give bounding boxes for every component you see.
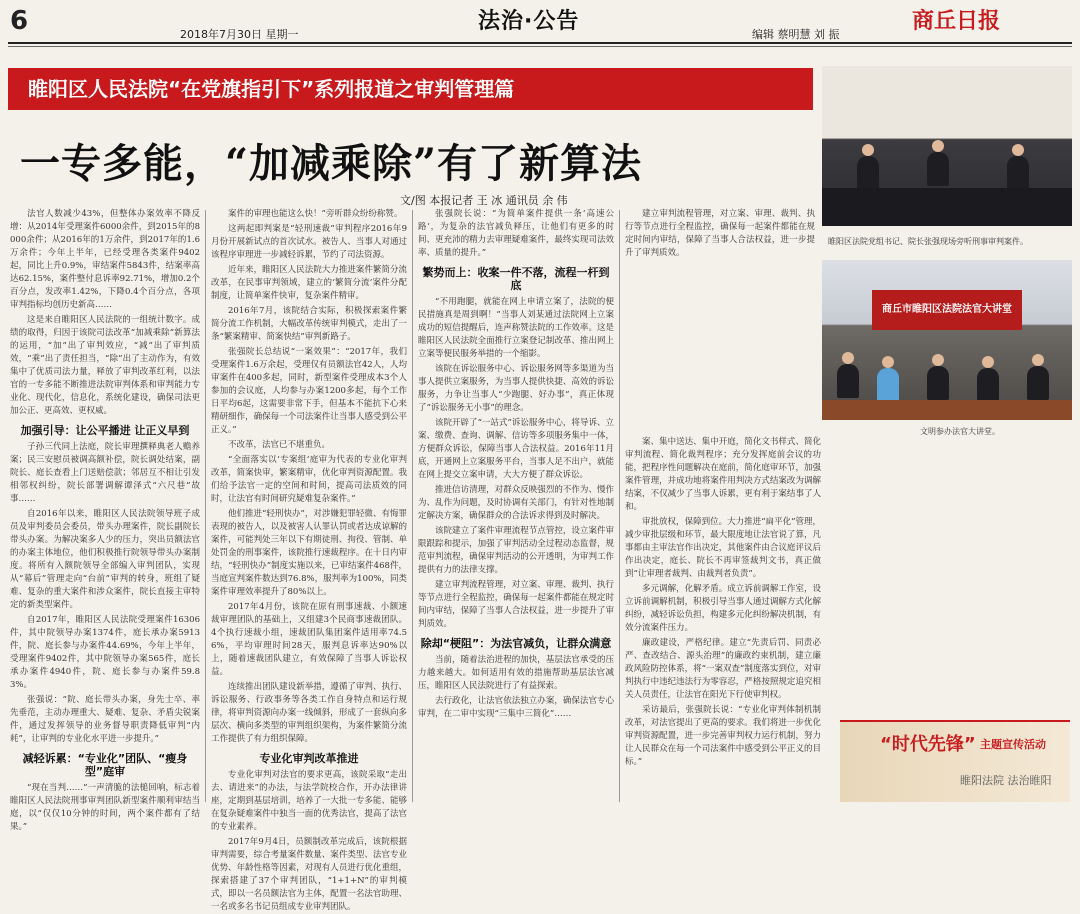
column-divider	[205, 210, 206, 802]
paragraph: “全面落实以‘专案组’庭审为代表的专业化审判改革，简案快审，繁案精审，优化审判资源配置。我们给予法官一定的空间和时间，提高司法质效的同时，让法官有时间研究疑难复杂案件。”	[211, 455, 407, 504]
editors-credit: 编辑 蔡明慧 刘 振	[752, 28, 840, 41]
paragraph: 法官人数减少43%，但整体办案效率不降反增：从2014年受理案件6000余件，到2015年的8000余件；从2016年的1万余件，到2017年的1.6万余件；今年上半年，已经受理各类案件9402起，同比上升0.9%，审结案件5843件，结案率高达62.15%，案件整付息诉率92.71%，增加0.2个百分点，发改率1.42%，下降0.4个百分点，各项审判指标均创历史新高……	[10, 209, 200, 310]
paragraph: 审批放权，保障到位。大力推进“扁平化”管理，减少审批层级和环节，最大限度地让法官说了算，凡事都由主审法官作出决定，其他案件由合议庭评议后作出决定，庭长、院长不再审签裁判文书，真正做到“让审理者裁判、由裁判者负责”。	[625, 517, 821, 579]
header-rule-thin	[8, 46, 1072, 47]
paragraph: 建立审判流程管理，对立案、审理、裁判、执行等节点进行全程监控，确保每一起案件都能在规定时间内审结，保障了当事人合法权益，进一步提升了审判质效。	[418, 580, 614, 629]
subheading: 减轻诉累：“专业化”团队、“瘦身型”庭审	[22, 752, 188, 778]
article-byline: 文/图 本报记者 王 冰 通讯员 余 伟	[400, 194, 568, 207]
promo-title: “时代先锋”	[880, 734, 976, 755]
paragraph: 他们推进“轻刑快办”，对涉嫌犯罪轻微、有悔罪表现的被告人，以及被害人认罪认罚或者达成谅解的案件，可能判处三年以下有期徒刑、拘役、管制、单处罚金的刑事案件，该院推行速裁程序。在十日内审结，“轻刑快办”制度实施以来，已审结案件468件，当庭宣判案件数达到76.8%，服判率为100%，同类案件审理效率提升了80%以上。	[211, 509, 407, 597]
paragraph: 案件的审理也能这么快！”旁听群众纷纷称赞。	[228, 209, 403, 219]
paragraph: 当前，随着法治进程的加快，基层法官承受的压力越来越大。如何适用有效的措施帮助基层法官减压，睢阳区人民法院进行了有益探索。	[418, 655, 614, 691]
paragraph: 建立审判流程管理，对立案、审理、裁判、执行等节点进行全程监控，确保每一起案件都能在规定时间内审结，保障了当事人合法权益，进一步提升了审判质效。	[625, 209, 815, 258]
paragraph: 该院建立了案件审理流程节点管控，设立案件审限跟踪和提示，加强了审判活动全过程动态监督，规范审判流程，确保审判活动的公开透明，为审判工作提供有力的法律支撑。	[418, 526, 614, 575]
paragraph: 连续推出团队建设新举措，遵循了审判、执行、诉讼服务、行政事务等各类工作自身特点和运行规律，将审判资源向办案一线倾斜，形成了一套纵向多层次、横向多类型的审判组织架构，为案件繁简分流工作提供了有力组织保障。	[211, 682, 407, 744]
paragraph: 不改革，法官已不堪重负。	[228, 440, 331, 450]
paragraph: 采访最后，张强院长说：“专业化审判体制机制改革，对法官提出了更高的要求。我们将进一步优化审判资源配置，进一步完善审判权力运行机制，努力让人民群众在每一个司法案件中感受到公平正义的目标。”	[625, 705, 821, 767]
subheading: 专业化审判改革推进	[259, 752, 359, 765]
article-headline: 一专多能，“加减乘除”有了新算法	[20, 140, 643, 187]
series-banner: 睢阳区人民法院“在党旗指引下”系列报道之审判管理篇	[8, 68, 813, 110]
paragraph: 近年来，睢阳区人民法院大力推进案件繁简分流改革，在民事审判领域，建立的‘繁简分流’案件分配制度，让简单案件快审，复杂案件精审。	[211, 265, 407, 301]
article-column-4	[625, 436, 821, 804]
article-column-1	[10, 208, 200, 832]
paragraph: 这两起即判案是“轻刑速裁”审判程序2016年9月份开展新试点的首次试水。被告人、当事人对通过该程序审理进一步减轻诉累，节约了司法资源。	[211, 224, 407, 260]
article-column-3	[418, 208, 614, 804]
paragraph: 2017年4月份，该院在原有刑事速裁、小额速裁审理团队的基础上，又组建3个民商事速裁团队。4个执行速裁小组，速裁团队集团案件适用率74.56%，平均审理时间28天，服判息诉率达90%以上，随着速裁团队建立，有效保障了当事人诉讼权益。	[211, 602, 407, 677]
paragraph: 廉政建设，严格纪律。建立“先责后罚、同责必严、查改结合、源头治理”的廉政约束机制，建立廉政风险防控体系，将“一案双查”制度落实到位，对审判执行中违纪违法行为零容忍，严格按照规定追究相关人员责任，让法官在阳光下行使审判权。	[625, 638, 821, 700]
paragraph: 推进信访清理，对群众反映强烈的不作为、慢作为、乱作为问题，及时协调有关部门，有针对性地制定解决方案，确保群众的合法诉求得到及时解决。	[418, 485, 614, 521]
article-column-2	[211, 208, 407, 912]
subheading: 加强引导：让公平播进 让正义早到	[20, 424, 190, 437]
header-rule	[8, 42, 1072, 44]
paragraph: 2017年9月4日，员额制改革完成后，该院根据审判需要，综合考量案件数量、案件类型、法官专业优势、年龄性格等因素，对现有人员进行优化重组，探索搭建了37个审判团队，“1+1+N”的审判模式，即以一名员额法官为主体，配置一名法官助理、一名或多名书记员组成专业审判团队。	[211, 837, 407, 912]
watermark-brand: 睢阳法院 法治睢阳	[960, 774, 1052, 787]
photo-caption: 文明参办法官大讲堂。	[920, 427, 1000, 436]
newspaper-masthead: 商丘日报	[912, 9, 1001, 34]
paragraph: 张强院长说：“为简单案件提供一条‘高速公路’，为复杂的法官减负释压，让他们有更多的时间、更充沛的精力去审理疑难案件，最终实现司法效率、质量的提升。”	[418, 209, 614, 258]
paragraph: 张强说：“院、庭长带头办案，身先士卒、率先垂范，主动办理重大、疑难、复杂、矛盾尖锐案件，通过发挥领导的业务督导职责降低审判“内耗”，让审判的专业化水平进一步提升。”	[10, 695, 200, 744]
column-divider	[619, 210, 620, 802]
article-column-4-top	[625, 208, 815, 428]
page-number: 6	[10, 6, 29, 36]
section-title: 法治·公告	[478, 9, 580, 34]
lecture-photo	[822, 260, 1072, 420]
paragraph: 自2016年以来，睢阳区人民法院领导班子成员及审判委员会委员，带头办理案件，院长副院长带头办案。为解决案多人少的压力，突出员额法官的办案主体地位，他们积极推行院领导带头办案制度。将所有入额院领导全部编入审判团队，实现从“幕后”管理走向“台前”审判的转身，班组了疑难、复杂的重大案件和涉众案件，院长直接主审特定的新类型案件。	[10, 509, 200, 610]
subheading: 除却“梗阻”：为法官减负，让群众满意	[420, 637, 612, 650]
paragraph: 子孙三代同上法庭，院长审理撰释典老人赡养案；民三安慰员被调高额补偿，院长调处结案，副院长、庭长查看上门送赔偿款；邻居互不相让引发相邻权纠纷，院长部署调解谭泽式“六尺巷”故事……	[10, 442, 200, 504]
lecture-banner: 商丘市睢阳区法院法官大讲堂	[872, 290, 1022, 330]
paragraph: 自2017年，睢阳区人民法院受理案件16306件，其中院领导办案1374件，庭长承办案5913件，院、庭长参与办案件44.69%，今年上半年，受理案件9402件，其中院领导办案565件，庭长承办案件4940件，院、庭长参与办案件59.83%。	[10, 615, 200, 690]
column-divider	[412, 210, 413, 802]
promo-subtitle: 主题宣传活动	[980, 738, 1046, 751]
paragraph: 多元调解，化解矛盾。成立诉前调解工作室，设立诉前调解机制，积极引导当事人通过调解方式化解纠纷，减轻诉讼负担，构建多元化纠纷解决机制，有效分流案件压力。	[625, 584, 821, 633]
paragraph: 张强院长总结说“一案效果”：“2017年，我们受理案件1.6万余起，受理仅有员额法官42人，人均审案件在400多起，同时，新型案件受理成本3个人参加的会议庭，人均参与办案1200多起，每个工作日平均6起，这需要非常下手，但基本不能抗下心来精研细作，确保每一个司法案件让当事人感受到公平正义。”	[211, 347, 407, 435]
paragraph: 2016年7月，该院结合实际，积极探索案件繁简分流工作机制，大幅改革传统审判模式，走出了一条“繁案精审、简案快结”审判新路子。	[211, 306, 407, 342]
paragraph: 案、集中送达、集中开庭，简化文书样式、简化审判流程、简化裁判程序；充分发挥庭前会议的功能，把程序性问题解决在庭前，简化庭审环节，加强案件管理，并成功地将案件用判决方式结案改为调解结案，不仅减少了当事人诉累，更有利于案结事了人和。	[625, 437, 821, 512]
paragraph: “现在当判……”一声清脆的法槌回响，标志着睢阳区人民法院刑事审判团队新型案件顺利审结当庭，以“仅仅10分钟的时间，两个案件都有了结果。”	[10, 783, 200, 832]
paragraph: 这是来自睢阳区人民法院的一组统计数字。成绩的取得，归因于该院司法改革“加减乘除”新算法的运用，“加”出了审判效应，“减”出了审判质效，“乘”出了责任担当，“除”出了主动作为，有效集中了优质司法力量，释放了审判改革红利，以法官的一专多能不断推进法院审判体系和审判能力专业化、现代化，信息化，系统化建设，确保司法更加公正、更高效、更权威。	[10, 315, 200, 416]
paragraph: 专业化审判对法官的要求更高，该院采取“走出去、请进来”的办法，与法学院校合作，开办法律讲座，定期到基层培训，培养了一大批一专多能、能够在复杂疑难案件中独当一面的优秀法官，提高了法官的专业素养。	[211, 770, 407, 832]
paragraph: 该院在诉讼服务中心、诉讼服务网等多渠道为当事人提供立案服务，为当事人提供快捷、高效的诉讼服务，力争让当事人“少跑腿、好办事”，真正体现了“诉讼服务无小事”的理念。	[418, 364, 614, 413]
paragraph: 该院开辟了“一站式”诉讼服务中心，将导诉、立案、缴费、查询、调解、信访等多项服务集中一体，方便群众诉讼，保障当事人合法权益。2016年11月底，开通网上立案服务平台，当事人足不出户，就能在网上提交立案申请，大大方便了群众诉讼。	[418, 418, 614, 480]
courtroom-photo	[822, 66, 1072, 226]
subheading: 繁势而上：收案一件不落，流程一杆到底	[422, 266, 610, 292]
paragraph: 去行政化，让法官依法独立办案，确保法官专心审判，在二审中实现“三集中三简化”……	[418, 696, 614, 719]
photo-caption: 睢阳区法院党组书记、院长张强现场旁听刑事审判案件。	[828, 237, 1028, 246]
issue-date: 2018年7月30日 星期一	[180, 28, 299, 41]
promo-box	[840, 720, 1070, 802]
paragraph: “不用跑腿，就能在网上申请立案了，法院的便民措施真是周到啊！”当事人刘某通过法院网上立案成功的短信提醒后，连声称赞法院的工作效率。这是睢阳区人民法院全面推行立案登记制改革、推出网上立案等便民服务举措的一个缩影。	[418, 297, 614, 359]
